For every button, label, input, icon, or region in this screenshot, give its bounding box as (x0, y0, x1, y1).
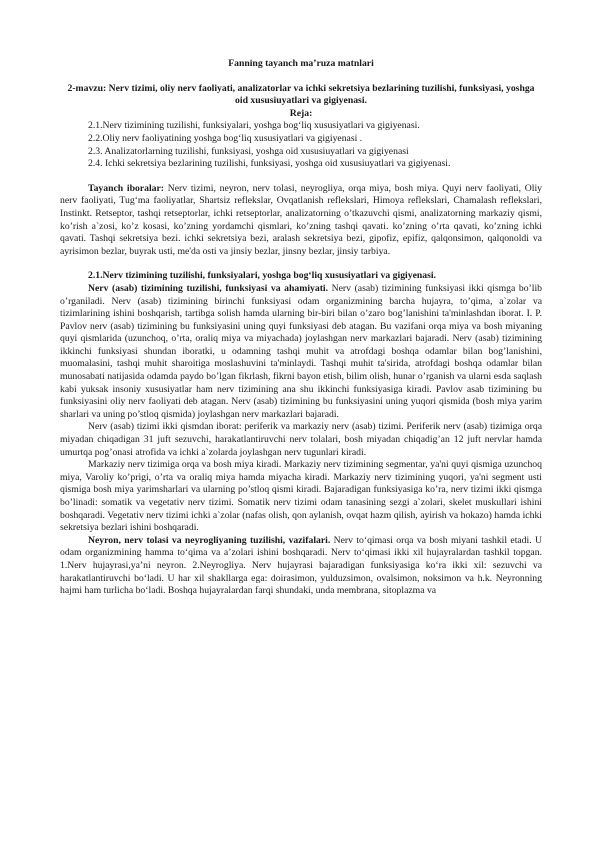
plan-item: 2.4. Ichki sekretsiya bezlarining tuzilishi, funksiyasi, yoshga oid xususiuyatlari va gigiyenasi. (88, 158, 451, 170)
paragraph-lead: Nerv (asab) tizimining tuzilishi, funksiyasi va ahamiyati. (88, 282, 329, 294)
spacer (60, 171, 542, 183)
paragraph-text: Nerv to‘qimasi orqa va bosh miyani tashkil etadi. U odam organizmining hamma to‘qima va a’zolari ishini boshqaradi. Nerv to‘qimasi ikki xil hujayralardan tashkil topgan. 1.Nerv hujayrasi,ya’ni neyron. 2.Neyrogliya. Nerv hujayrasi bajaradigan funksiyasiga ko‘ra ikki xil: sezuvchi va harakatlantiruvchi bo‘ladi. U har xil shakllarga ega: doirasimon, yulduzsimon, ovalsimon, noksimon va h.k. Neyronning hajmi ham turlicha bo‘ladi. Boshqa hujayralardan farqi shundaki, unda membrana, sitoplazma va (60, 534, 542, 597)
paragraph-text: Nerv (asab) tizimining funksiyasi ikki qismga bo’lib o’rganiladi. Nerv (asab) tizimining birinchi funksiyasi odam organizmining barcha hujayra, to’qima, a`zolar va tizimlarining ishini boshqarish, tartibga solish hamda ularning bir-biri bilan o’zaro bog’lanishini ta'minlashdan iborat. I. P. Pavlov nerv (asab) tizimining bu funksiyasini uning quyi funksiyasi deb atagan. Bu vazifani orqa miya va bosh miyaning quyi qismlarida (uzunchoq, o’rta, oraliq miya va miyachada) joylashgan nerv markazlari bajaradi. Nerv (asab) tizimining ikkinchi funksiyasi shundan iboratki, u odamning tashqi muhit va atrofdagi boshqa odamlar bilan bog’lanishini, muomalasini, tashqi muhit sharoitiga moslashuvini ta'minlaydi. Tashqi muhit ta'sirida, atrofdagi boshqa odamlar bilan munosabati natijasida odamda paydo bo’lgan fikrlash, fikrni bayon etish, bilim olish, hunar o’rganish va ularni esda saqlash kabi yuksak insoniy xususiyatlar ham nerv tizimining ana shu ikkinchi funksiyasiga kiradi. Pavlov asab tizimining bu funksiyasini oliy nerv faoliyati deb atagan. Nerv (asab) tizimining bu funksiyasini uning yuqori qismida (bosh miya yarim sharlari va uning po’stloq qismida) joylashgan nerv markazlari bajaradi. (60, 282, 543, 420)
document-title: Fanning tayanch ma’ruza matnlari (228, 58, 374, 69)
keywords-label: Tayanch iboralar: (88, 182, 165, 194)
body-paragraph: Markaziy nerv tizimiga orqa va bosh miya kiradi. Markaziy nerv tizimining segmentar, ya'ni quyi qismiga uzunchoq miya, Varoliy ko’prigi, o’rta va oraliq miya hamda miyacha kiradi. Markaziy nerv tizimining yuqori, ya'ni segment usti qismiga bosh miya yarimsharlari va ularning po’stloq qismi kiradi. Bajaradigan funksiyasiga ko’ra, nerv tizimi ikki qismga bo’linadi: somatik va vegetativ nerv tizimi. Somatik nerv tizimi odam tanasining sezgi a`zolari, skelet muskullari ishini boshqaradi. Vegetativ nerv tizimi ichki a`zolar (nafas olish, qon aylanish, ovqat hazm qilish, ayirish va hokazo) hamda ichki sekretsiya bezlari ishini boshqaradi. (60, 459, 542, 534)
spacer (60, 258, 542, 270)
plan-item: 2.2.Oliy nerv faoliyatining yoshga bog‘liq xususiyatlari va gigiyenasi . (88, 132, 363, 144)
plan-item: 2.3. Analizatorlarning tuzilishi, funksiyasi, yoshga oid xususiuyatlari va gigiyenasi (88, 145, 409, 157)
paragraph-lead: Neyron, nerv tolasi va neyrogliyaning tuzilishi, vazifalari. (88, 534, 331, 546)
body-paragraph: Nerv (asab) tizimi ikki qismdan iborat: periferik va markaziy nerv (asab) tizimi. Periferik nerv (asab) tizimiga orqa miyadan chiqadigan 31 juft sezuvchi, harakatlantiruvchi nerv tolalari, bosh miyadan chiqadig’an 12 juft nervlar hamda umurtqa pog’onasi atrofida va ichki a`zolarda joylashgan nerv tugunlari kiradi. (60, 421, 542, 458)
keywords-paragraph (60, 183, 542, 259)
keywords-text: Nerv tizimi, neyron, nerv tolasi, neyrogliya, orqa miya, bosh miya. Quyi nerv faoliyati, Oliy nerv faoliyati, Tug‘ma faoliyatlar, Shartsiz reflekslar, Ovqatlanish reflekslari, Himoya reflekslari, Chamalash reflekslari, Instinkt. Retseptor, tashqi retseptorlar, ichki retseptorlar, analizatorning o’tkazuvchi qismi, analizatorning markaziy qismi, ko’rish a`zosi, ko’z kosasi, ko’zning yordamchi qismlari, ko’zning tashqi qavati. ko’zning o’rta qavati, ko’zning ichki qavati. Tashqi sekretsiya bezi. ichki sekretsiya bezi, aralash sekretsiya bezi, gipofiz, epifiz, qalqonsimon, qalqonoldi va ayrisimon bezlar, buyrak usti, me'da osti va jinsiy bezlar, jinsny bezlar, jinsiy tarbiya. (60, 182, 542, 257)
body-paragraph (60, 535, 542, 598)
plan-list (60, 120, 542, 170)
plan-label: Reja: (289, 107, 313, 119)
lecture-topic-heading: 2-mavzu: Nerv tizimi, oliy nerv faoliyati, analizatorlar va ichki sekretsiya bezlarining tuzilishi, funksiyasi, yoshga oid xususiuyatlari va gigiyenasi. (67, 82, 535, 107)
plan-item: 2.1.Nerv tizimining tuzilishi, funksiyalari, yoshga bog‘liq xususiyatlari va gigiyenasi. (88, 120, 420, 132)
section-heading: 2.1.Nerv tizimining tuzilishi, funksiyalari, yoshga bog‘liq xususiyatlari va gigiyenasi. (88, 270, 436, 282)
body-paragraph (60, 283, 542, 422)
